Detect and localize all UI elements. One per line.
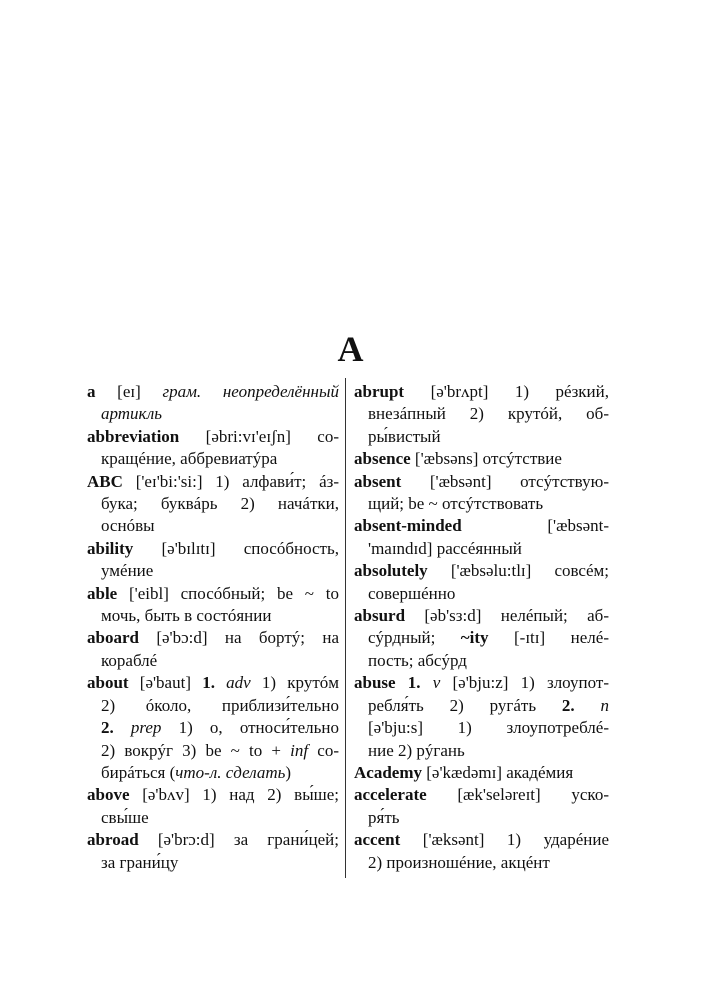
- entry-continuation-line: [87, 650, 339, 672]
- headword: a: [87, 382, 96, 401]
- headword: accent: [354, 830, 401, 850]
- entry-text: умéние: [101, 561, 154, 581]
- entry-headline: [354, 560, 609, 582]
- entry-text: кораблé: [101, 650, 158, 670]
- entry-text: 1) о, относи́тельно: [161, 718, 339, 738]
- entry-text: ['æbsənt] отсýтствую-: [401, 471, 609, 491]
- entry-text: [ə'bɔ:d] на бортý; на: [138, 628, 339, 648]
- entry-text: 2) вокрýг 3) be ~ to +: [101, 740, 291, 760]
- headword: accelerate: [354, 785, 427, 805]
- entry-continuation-line: [87, 493, 339, 515]
- entry-continuation-line: [354, 493, 609, 515]
- entry-headline: [87, 583, 339, 605]
- dictionary-entry: [354, 762, 609, 784]
- entry-continuation-line: [87, 762, 339, 784]
- entry-continuation-line: [354, 650, 609, 672]
- entry-headline: [354, 672, 609, 694]
- entry-headline: [354, 784, 609, 806]
- entry-text: [215, 673, 226, 692]
- entry-text: ['æksənt] 1) ударéние: [400, 830, 609, 850]
- entry-text: ['eibl] спосóбный; be ~ to: [117, 583, 339, 603]
- headword: able: [87, 583, 118, 603]
- entry-continuation-line: [87, 717, 339, 739]
- entry-continuation-line: [87, 448, 339, 470]
- entry-continuation-line: [87, 807, 339, 829]
- headword: abbreviation: [87, 426, 180, 446]
- entry-continuation-line: [354, 538, 609, 560]
- dictionary-entry: [87, 583, 339, 628]
- dictionary-entry: [354, 672, 609, 762]
- dictionary-entry: [87, 471, 339, 538]
- dictionary-entry: [354, 605, 609, 672]
- entry-continuation-line: [87, 740, 339, 762]
- entry-text: [396, 673, 408, 692]
- entry-continuation-line: [354, 717, 609, 739]
- entry-text: 1.: [202, 673, 215, 693]
- entry-text: со-: [308, 740, 339, 760]
- dictionary-entry: [354, 829, 609, 874]
- entry-text: щий; be ~ отсýтствовать: [368, 494, 544, 514]
- grammar-label: грам. неопределённый: [162, 382, 339, 401]
- entry-text: 2) óколо, приблизи́тельно: [101, 695, 339, 715]
- entry-text: свы́ше: [101, 807, 149, 827]
- dictionary-column-right: [354, 381, 609, 874]
- entry-text: [ə'brʌpt] 1) рéзкий,: [404, 382, 609, 401]
- dictionary-entry: [87, 627, 339, 672]
- headword: ABC: [87, 471, 123, 491]
- entry-text: 2.: [561, 695, 575, 715]
- grammar-label: артикль: [101, 404, 162, 424]
- entry-headline: [354, 829, 609, 851]
- entry-headline: [87, 538, 339, 560]
- dictionary-entry: [354, 784, 609, 829]
- entry-text: [-ɪtɪ] нелé-: [488, 628, 609, 648]
- entry-text: [421, 673, 433, 692]
- entry-text: [əb'sз:d] нелéпый; аб-: [405, 606, 609, 626]
- dictionary-entry: [87, 784, 339, 829]
- entry-headline: [87, 426, 339, 448]
- entry-headline: [87, 627, 339, 649]
- entry-text: ~ity: [460, 628, 489, 648]
- entry-headline: [354, 515, 609, 537]
- entry-headline: [354, 762, 609, 784]
- headword: above: [87, 785, 130, 805]
- entry-headline: [87, 829, 339, 851]
- headword: absent-minded: [354, 516, 462, 536]
- grammar-label: inf: [290, 740, 309, 760]
- entry-text: ): [285, 762, 292, 782]
- entry-text: ['eɪ'bi:'si:] 1) алфави́т; áз-: [122, 471, 339, 491]
- entry-text: ние 2) рýгань: [368, 740, 465, 760]
- headword: absurd: [354, 606, 406, 626]
- entry-continuation-line: [354, 807, 609, 829]
- entry-continuation-line: [354, 627, 609, 649]
- headword: abroad: [87, 830, 139, 850]
- dictionary-column-left: [87, 381, 339, 874]
- entry-text: [ə'bɪlɪtɪ] спосóбность,: [133, 538, 339, 558]
- entry-text: [114, 718, 131, 737]
- headword: ability: [87, 538, 134, 558]
- entry-continuation-line: [87, 695, 339, 717]
- entry-continuation-line: [87, 560, 339, 582]
- headword: absolutely: [354, 561, 428, 581]
- dictionary-entry: [354, 471, 609, 516]
- dictionary-entry: [354, 448, 609, 470]
- entry-continuation-line: [354, 695, 609, 717]
- entry-text: бирáться (: [101, 762, 176, 782]
- entry-text: 1) крутóм: [250, 673, 340, 693]
- entry-text: [ə'baut]: [128, 673, 203, 693]
- entry-text: [ə'brɔ:d] за грани́цей;: [138, 830, 339, 850]
- headword: abuse: [354, 673, 396, 693]
- entry-continuation-line: [354, 403, 609, 425]
- dictionary-entry: [354, 515, 609, 560]
- grammar-label: prep: [130, 718, 162, 738]
- entry-text: внезáпный 2) крутóй, об-: [368, 404, 609, 424]
- entry-continuation-line: [87, 852, 339, 874]
- entry-text: ['æbsəns] отсýтствие: [410, 449, 562, 469]
- entry-text: за грани́цу: [101, 852, 179, 872]
- grammar-label: v: [432, 673, 441, 693]
- dictionary-entry: [354, 381, 609, 448]
- entry-text: оснóвы: [101, 516, 155, 536]
- entry-text: пость; абсýрд: [368, 650, 467, 670]
- entry-text: сýрдный;: [368, 628, 461, 648]
- entry-headline: [87, 784, 339, 806]
- entry-text: ['æbsəlu:tlɪ] совсéм;: [427, 561, 609, 581]
- entry-headline: [87, 381, 339, 403]
- entry-text: кращéние, аббревиатýра: [101, 449, 278, 469]
- grammar-label: adv: [226, 673, 251, 693]
- entry-text: 'maɪndɪd] рассéянный: [368, 538, 522, 558]
- headword: aboard: [87, 628, 139, 648]
- entry-continuation-line: [87, 403, 339, 425]
- headword: about: [87, 673, 129, 693]
- entry-text: [əbri:vɪ'eɪʃn] со-: [179, 426, 339, 446]
- grammar-label: что-л. сделать: [175, 762, 286, 782]
- headword: absent: [354, 471, 402, 491]
- dictionary-entry: [87, 538, 339, 583]
- entry-text: [ə'bju:z] 1) злоупот-: [440, 673, 609, 693]
- entry-text: ребля́ть 2) ругáть: [368, 695, 562, 715]
- entry-text: бука; буквáрь 2) начáтки,: [101, 494, 339, 514]
- entry-text: 1.: [407, 673, 421, 693]
- grammar-label: n: [600, 695, 609, 715]
- entry-text: мочь, быть в состóянии: [101, 606, 272, 626]
- entry-continuation-line: [354, 583, 609, 605]
- entry-text: [eɪ]: [95, 382, 163, 401]
- entry-text: 2) произношéние, акцéнт: [368, 852, 550, 872]
- entry-text: [575, 696, 601, 715]
- entry-text: ['æbsənt-: [461, 516, 609, 536]
- dictionary-entry: [87, 426, 339, 471]
- entry-continuation-line: [87, 515, 339, 537]
- entry-continuation-line: [87, 605, 339, 627]
- dictionary-entry: [354, 560, 609, 605]
- entry-headline: [87, 672, 339, 694]
- entry-headline: [354, 471, 609, 493]
- entry-headline: [354, 448, 609, 470]
- entry-text: совершéнно: [368, 583, 456, 603]
- entry-text: [ə'bju:s] 1) злоупотреблé-: [368, 718, 609, 738]
- entry-headline: [354, 605, 609, 627]
- entry-text: [ə'bʌv] 1) над 2) вы́ше;: [129, 785, 339, 805]
- entry-continuation-line: [354, 426, 609, 448]
- entry-headline: [87, 471, 339, 493]
- entry-text: [æk'seləreɪt] уско-: [426, 785, 609, 805]
- headword: Academy: [354, 762, 422, 782]
- dictionary-entry: [87, 829, 339, 874]
- column-divider: [345, 378, 346, 878]
- entry-text: ры́вистый: [368, 426, 441, 446]
- entry-text: 2.: [101, 718, 114, 738]
- entry-text: ря́ть: [368, 807, 400, 827]
- entry-headline: [354, 381, 609, 403]
- entry-continuation-line: [354, 852, 609, 874]
- dictionary-entry: [87, 381, 339, 426]
- dictionary-entry: [87, 672, 339, 784]
- entry-continuation-line: [354, 740, 609, 762]
- headword: absence: [354, 449, 411, 469]
- headword: abrupt: [354, 382, 405, 401]
- section-letter-heading: A: [337, 329, 364, 369]
- entry-text: [ə'kædəmɪ] акадéмия: [421, 762, 574, 782]
